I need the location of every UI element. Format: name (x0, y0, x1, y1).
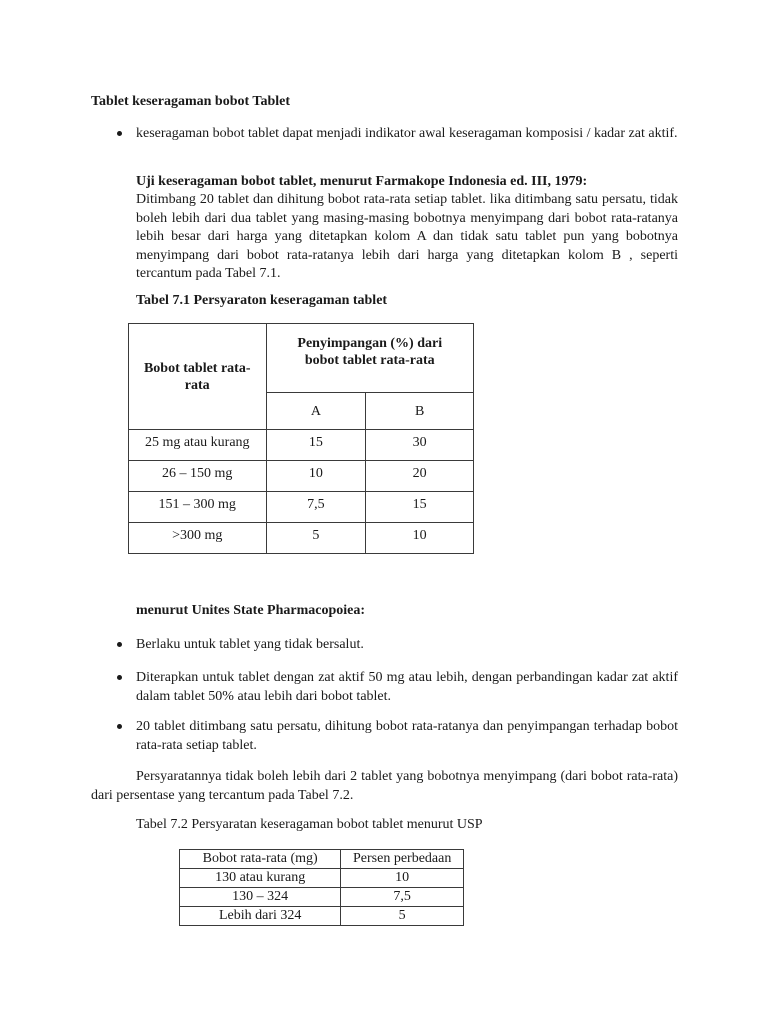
table-row (129, 430, 474, 461)
usp-paragraph: Persyaratannya tidak boleh lebih dari 2 tablet yang bobotnya menyimpang (dari bobot rata-rata) dari persentase yang tercantum pada Tabel 7.2. (91, 769, 678, 803)
table2-cell-bobot: Lebih dari 324 (180, 907, 341, 926)
bullet-marker (117, 724, 122, 729)
table-row (129, 523, 474, 554)
table1-header-b: B (366, 393, 474, 430)
table2-header-bobot: Bobot rata-rata (mg) (180, 850, 341, 869)
table2-cell-persen: 7,5 (341, 888, 464, 907)
usp-bullet-2: Diterapkan untuk tablet dengan zat aktif 50 mg atau lebih, dengan perbandingan kadar zat aktif dalam tablet 50% atau lebih dari bobot tablet. (136, 670, 678, 704)
table-row (180, 869, 464, 888)
table2-cell-persen: 10 (341, 869, 464, 888)
farmakope-paragraph: Ditimbang 20 tablet dan dihitung bobot rata-rata setiap tablet. lika ditimbang satu persatu, tidak boleh lebih dari dua tablet yang masing-masing bobotnya menyimpang dari bobot rata-ratanya lebih besar dari harga yang ditetapkan kolom A dan tidak satu tablet pun yang bobotnya menyimpang dari bobot rata-ratanya lebih dari harga yang ditetapkan kolom B , seperti tercantum pada Tabel 7.1. (136, 192, 678, 281)
table1-caption: Tabel 7.1 Persyaraton keseragaman tablet (136, 293, 388, 308)
table1-header-bobot: Bobot tablet rata-rata (129, 324, 267, 430)
bullet-marker (117, 131, 122, 136)
bullet-text: keseragaman bobot tablet dapat menjadi indikator awal keseragaman komposisi / kadar zat aktif. (136, 126, 678, 141)
table1-header-row (129, 324, 474, 393)
table1-cell-a: 5 (266, 523, 366, 554)
farmakope-subtitle: Uji keseragaman bobot tablet, menurut Farmakope Indonesia ed. III, 1979: (136, 174, 588, 189)
table1-cell-b: 30 (366, 430, 474, 461)
table1-cell-bobot: 25 mg atau kurang (129, 430, 267, 461)
usp-subtitle: menurut Unites State Pharmacopoiea: (136, 603, 366, 618)
table1-cell-a: 7,5 (266, 492, 366, 523)
table1-cell-a: 15 (266, 430, 366, 461)
table1 (128, 323, 474, 554)
table-row (180, 907, 464, 926)
table2-cell-persen: 5 (341, 907, 464, 926)
table1-cell-bobot: 151 – 300 mg (129, 492, 267, 523)
section-title: Tablet keseragaman bobot Tablet (91, 94, 291, 109)
table1-header-a: A (266, 393, 366, 430)
table1-cell-b: 20 (366, 461, 474, 492)
table2-cell-bobot: 130 atau kurang (180, 869, 341, 888)
table2-caption: Tabel 7.2 Persyaratan keseragaman bobot tablet menurut USP (136, 817, 483, 832)
table1-header-penyimpangan: Penyimpangan (%) dari bobot tablet rata-rata (266, 324, 474, 393)
table2-header-persen: Persen perbedaan (341, 850, 464, 869)
usp-bullet-3: 20 tablet ditimbang satu persatu, dihitung bobot rata-ratanya dan penyimpangan terhadap bobot rata-rata setiap tablet. (136, 719, 678, 753)
table2-header-row (180, 850, 464, 869)
table1-cell-b: 10 (366, 523, 474, 554)
table1-cell-b: 15 (366, 492, 474, 523)
bullet-marker (117, 675, 122, 680)
table-row (129, 492, 474, 523)
table2 (179, 849, 464, 926)
table-row (129, 461, 474, 492)
table1-cell-bobot: 26 – 150 mg (129, 461, 267, 492)
usp-bullet-1: Berlaku untuk tablet yang tidak bersalut. (136, 637, 364, 652)
table2-cell-bobot: 130 – 324 (180, 888, 341, 907)
bullet-marker (117, 642, 122, 647)
table-row (180, 888, 464, 907)
table1-cell-bobot: >300 mg (129, 523, 267, 554)
table1-cell-a: 10 (266, 461, 366, 492)
